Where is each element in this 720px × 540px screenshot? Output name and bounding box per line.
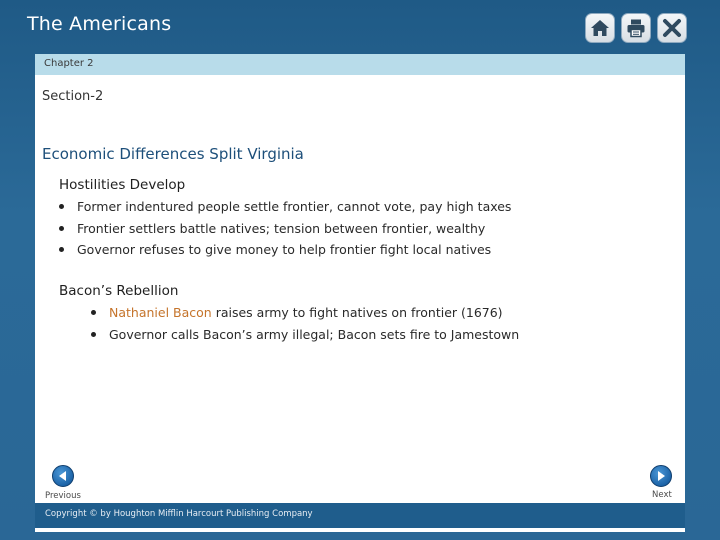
list-item — [59, 196, 511, 218]
bullet-text — [109, 302, 503, 324]
bullet-text: Frontier settlers battle natives; tension between frontier, wealthy — [77, 220, 486, 236]
chapter-label: Chapter 2 — [44, 58, 94, 69]
top-toolbar — [585, 13, 687, 43]
close-icon — [662, 18, 682, 38]
bullet-icon — [59, 247, 64, 252]
arrow-left-icon — [57, 470, 69, 482]
group-title-hostilities: Hostilities Develop — [59, 177, 186, 193]
home-icon — [590, 18, 610, 38]
bullet-icon — [91, 310, 96, 315]
list-item — [91, 302, 519, 324]
copyright-text: Copyright © by Houghton Mifflin Harcourt Publishing Company — [45, 509, 313, 519]
bullet-text-rest: raises army to fight natives on frontier (1676) — [211, 305, 503, 320]
bullet-icon — [59, 204, 64, 209]
bullet-list-hostilities — [59, 196, 511, 261]
highlight-name: Nathaniel Bacon — [109, 305, 212, 320]
page-heading: Economic Differences Split Virginia — [42, 145, 304, 163]
close-button[interactable] — [657, 13, 687, 43]
arrow-right-icon — [655, 470, 667, 482]
app-title: The Americans — [27, 13, 172, 35]
home-button[interactable] — [585, 13, 615, 43]
bullet-list-bacons-rebellion — [91, 302, 519, 345]
bullet-text: Former indentured people settle frontier, cannot vote, pay high taxes — [77, 199, 512, 214]
bullet-text: Governor refuses to give money to help frontier fight local natives — [77, 242, 492, 257]
list-item — [91, 324, 519, 346]
print-button[interactable] — [621, 13, 651, 43]
previous-button[interactable] — [52, 465, 74, 487]
bullet-text: Governor calls Bacon’s army illegal; Bacon sets fire to Jamestown — [109, 326, 520, 342]
chapter-bar — [35, 54, 685, 75]
list-item — [59, 218, 511, 240]
bullet-icon — [91, 332, 96, 337]
list-item — [59, 239, 511, 261]
section-label: Section-2 — [42, 89, 104, 104]
content-panel — [35, 54, 685, 532]
footer-bar — [35, 503, 685, 528]
print-icon — [626, 18, 646, 38]
group-title-bacons-rebellion: Bacon’s Rebellion — [59, 283, 179, 299]
next-label[interactable]: Next — [652, 490, 672, 500]
bullet-icon — [59, 226, 64, 231]
next-button[interactable] — [650, 465, 672, 487]
previous-label[interactable]: Previous — [45, 491, 81, 501]
